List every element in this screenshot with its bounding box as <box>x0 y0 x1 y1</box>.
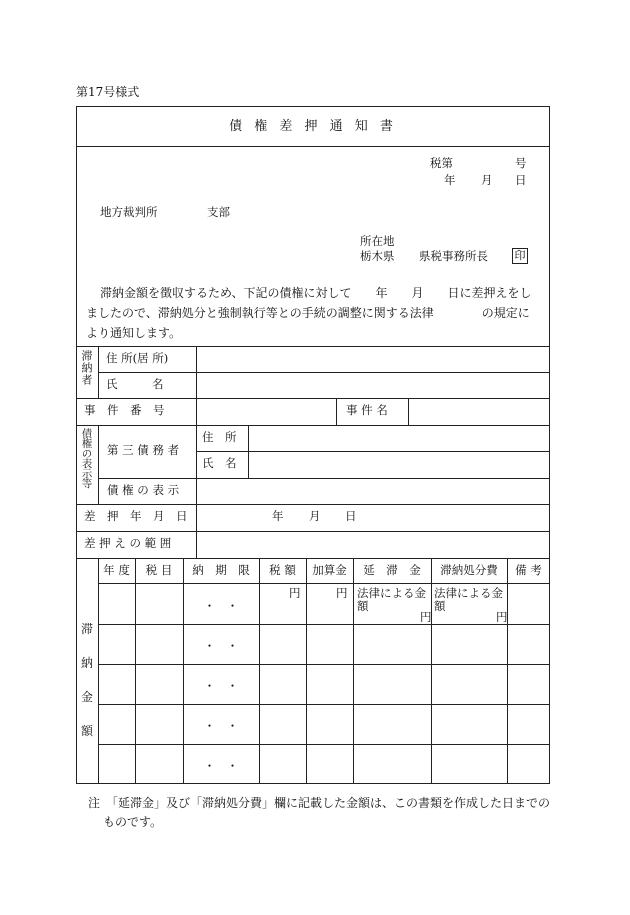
claim-label: 債権の表示等 <box>80 428 93 488</box>
sender-location-label: 所在地 <box>360 234 395 248</box>
seizure-date-label: 差 押 年 月 日 <box>84 509 188 523</box>
case-number-label: 事 件 番 号 <box>84 403 165 417</box>
seizure-scope-label: 差 押 え の 範 囲 <box>84 536 172 550</box>
seizure-day: 日 <box>345 509 357 523</box>
delinquent-name-label: 氏 名 <box>106 377 164 391</box>
addressee-court: 地方裁判所 <box>100 205 158 219</box>
body-line-3: より通知します。 <box>86 326 182 340</box>
date-year: 年 <box>444 173 456 187</box>
delinquent-address-label: 住 所(居 所) <box>106 351 169 365</box>
due-date-row-1: ・ ・ <box>203 599 239 613</box>
third-party-label: 第 三 債 務 者 <box>107 443 180 457</box>
seal-mark: 印 <box>512 248 528 264</box>
third-party-name-label: 氏 名 <box>202 456 237 470</box>
due-date-row-5: ・ ・ <box>203 759 239 773</box>
doc-number-prefix: 税第 <box>430 156 453 170</box>
doc-number-suffix: 号 <box>515 156 527 170</box>
header-additional: 加算金 <box>312 563 347 577</box>
late-fee-note: 法律による金額 <box>357 586 426 613</box>
tax-amount-yen: 円 <box>289 586 301 600</box>
form-title: 債 権 差 押 通 知 書 <box>229 119 397 134</box>
seizure-year: 年 <box>272 509 284 523</box>
footnote-line-1: 注 「延滞金」及び「滞納処分費」欄に記載した金額は、この書類を作成した日までの <box>88 796 551 810</box>
disposition-cost-note: 法律による金額 <box>434 586 503 613</box>
delinquent-label: 滞納者 <box>80 350 93 386</box>
due-date-row-2: ・ ・ <box>203 639 239 653</box>
header-late-fee: 延 滞 金 <box>363 563 421 577</box>
date-day: 日 <box>515 173 527 187</box>
header-fiscal-year: 年 度 <box>103 563 130 577</box>
late-fee-yen: 円 <box>420 610 432 624</box>
case-name-label: 事 件 名 <box>346 403 388 417</box>
date-month: 月 <box>481 173 493 187</box>
header-remarks: 備 考 <box>515 563 542 577</box>
form-number: 第17号様式 <box>76 85 140 99</box>
sender-prefecture: 栃木県 <box>360 249 395 263</box>
third-party-address-label: 住 所 <box>202 430 237 444</box>
header-tax-item: 税 目 <box>145 563 173 577</box>
header-due-date: 納 期 限 <box>192 563 250 577</box>
header-tax-amount: 税 額 <box>269 563 296 577</box>
claim-display-label: 債 権 の 表 示 <box>107 483 180 497</box>
disposition-cost-yen: 円 <box>496 610 508 624</box>
amounts-label: 滞納金額 <box>81 622 94 738</box>
body-line-1: 滞納金額を徴収するため、下記の債権に対して 年 月 日に差押えをし <box>100 286 532 300</box>
sender-office: 県税事務所長 <box>419 249 488 263</box>
additional-yen: 円 <box>336 586 348 600</box>
seizure-month: 月 <box>309 509 321 523</box>
due-date-row-4: ・ ・ <box>203 719 239 733</box>
due-date-row-3: ・ ・ <box>203 679 239 693</box>
header-disposition-cost: 滞納処分費 <box>440 563 498 577</box>
addressee-branch: 支部 <box>207 205 230 219</box>
body-line-2: ましたので、滞納処分と強制執行等との手続の調整に関する法律 の規定に <box>86 306 530 320</box>
footnote-line-2: ものです。 <box>103 815 163 829</box>
